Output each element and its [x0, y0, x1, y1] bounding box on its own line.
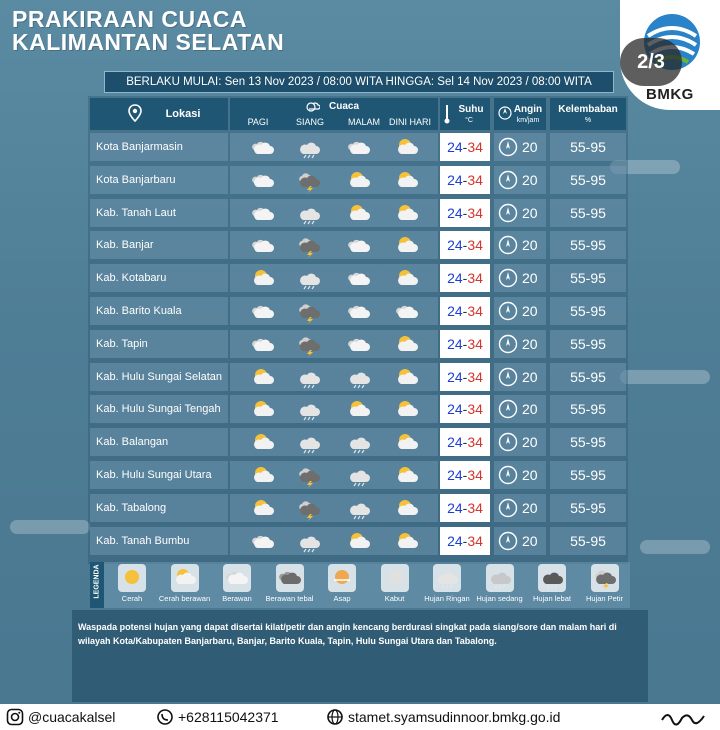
wind-speed: 20: [522, 368, 538, 385]
row-weather: [230, 428, 438, 456]
temp-max: 34: [467, 401, 483, 418]
row-humidity: 55-95: [550, 461, 626, 489]
cerah-berawan-icon: [252, 366, 274, 388]
hujan-petir-icon: [298, 464, 320, 486]
compass-icon: [498, 268, 518, 293]
wind-speed: 20: [522, 171, 538, 188]
row-temperature: [440, 297, 490, 325]
legend-item: [316, 564, 368, 603]
row-location: Kab. Barito Kuala: [90, 297, 228, 325]
cerah-berawan-icon: [396, 333, 418, 355]
berawan-icon: [348, 300, 370, 322]
table-row: [90, 330, 626, 358]
cerah-berawan-icon: [348, 202, 370, 224]
table-row: [90, 166, 626, 194]
whatsapp-icon: [156, 708, 174, 726]
wind-speed: 20: [522, 467, 538, 483]
temp-separator: -: [462, 139, 468, 155]
website-url: stamet.syamsudinnoor.bmkg.go.id: [348, 709, 561, 725]
cerah-icon: [118, 564, 146, 592]
table-row: [90, 494, 626, 522]
footer-instagram[interactable]: [6, 704, 115, 730]
globe-icon: [326, 708, 344, 726]
wind-speed: 20: [522, 499, 538, 516]
legend-tag: [90, 562, 104, 608]
wind-speed: 20: [522, 303, 538, 319]
hujan-petir-icon: [591, 564, 619, 592]
row-temperature: [440, 395, 490, 423]
table-row: [90, 527, 626, 555]
compass-icon: [498, 235, 518, 260]
row-temperature: [440, 363, 490, 391]
cerah-berawan-icon: [396, 234, 418, 256]
header-suhu: [440, 98, 490, 130]
row-wind: [494, 395, 546, 423]
berawan-icon: [252, 169, 274, 191]
temp-separator: -: [462, 434, 468, 451]
row-weather: [230, 395, 438, 423]
row-humidity: 55-95: [550, 199, 626, 227]
cerah-berawan-icon: [348, 169, 370, 191]
berawan-icon: [252, 136, 274, 158]
row-wind: [494, 330, 546, 358]
cerah-berawan-icon: [348, 398, 370, 420]
berawan-icon: [252, 300, 274, 322]
hujan-ringan-icon: [298, 431, 320, 453]
row-humidity: 55-95: [550, 395, 626, 423]
row-weather: [230, 494, 438, 522]
row-location: Kab. Tapin: [90, 330, 228, 358]
header-kelembaban-label: Kelembaban: [558, 104, 618, 115]
row-weather: [230, 297, 438, 325]
wind-speed: 20: [522, 434, 538, 451]
header-lokasi-label: Lokasi: [165, 108, 201, 120]
temp-max: 34: [467, 270, 483, 287]
table-row: [90, 199, 626, 227]
cerah-berawan-icon: [396, 366, 418, 388]
row-location: Kota Banjarmasin: [90, 133, 228, 161]
legend-label: Hujan Ringan: [424, 594, 470, 603]
temp-max: 34: [467, 303, 483, 319]
legend-item: [211, 564, 263, 603]
temp-separator: -: [462, 237, 468, 254]
legend-item: [579, 564, 631, 603]
cerah-berawan-icon: [252, 431, 274, 453]
compass-icon: [498, 137, 518, 162]
legend-item: [526, 564, 578, 603]
wind-speed: 20: [522, 139, 538, 155]
header-kelembaban: [550, 98, 626, 130]
compass-icon: [498, 334, 518, 359]
legend-label: Cerah: [121, 594, 143, 603]
temp-max: 34: [467, 434, 483, 451]
cerah-berawan-icon: [396, 169, 418, 191]
temp-min: 24: [447, 270, 463, 287]
temp-max: 34: [467, 368, 483, 385]
temp-separator: -: [462, 532, 468, 549]
row-weather: [230, 133, 438, 161]
cerah-berawan-icon: [396, 431, 418, 453]
row-weather: [230, 199, 438, 227]
hujan-ringan-icon: [348, 431, 370, 453]
temp-max: 34: [467, 237, 483, 254]
cerah-berawan-icon: [396, 398, 418, 420]
legend-item: [474, 564, 526, 603]
row-weather: [230, 363, 438, 391]
row-temperature: [440, 461, 490, 489]
hujan-petir-icon: [298, 333, 320, 355]
footer-website[interactable]: [326, 704, 560, 730]
validity-banner: BERLAKU MULAI: Sen 13 Nov 2023 / 08:00 WITA HINGGA: Sel 14 Nov 2023 / 08:00 WITA: [104, 71, 614, 93]
berawan-icon: [348, 234, 370, 256]
legend: [90, 562, 630, 608]
temp-separator: -: [462, 467, 468, 483]
header-dini-hari: DINI HARI: [388, 117, 431, 127]
hujan-ringan-icon: [298, 398, 320, 420]
row-temperature: [440, 133, 490, 161]
legend-item: [369, 564, 421, 603]
hujan-ringan-icon: [298, 202, 320, 224]
wind-speed: 20: [522, 401, 538, 418]
temp-separator: -: [462, 499, 468, 516]
temp-min: 24: [447, 467, 463, 483]
row-humidity: 55-95: [550, 166, 626, 194]
legend-item: [106, 564, 158, 603]
row-temperature: [440, 231, 490, 259]
row-temperature: [440, 494, 490, 522]
instagram-icon: [6, 708, 24, 726]
cerah-berawan-icon: [396, 202, 418, 224]
row-humidity: 55-95: [550, 297, 626, 325]
cerah-berawan-icon: [252, 464, 274, 486]
row-location: Kab. Kotabaru: [90, 264, 228, 292]
temp-separator: -: [462, 401, 468, 418]
hujan-petir-icon: [298, 234, 320, 256]
legend-label: Asap: [333, 594, 351, 603]
row-location: Kab. Banjar: [90, 231, 228, 259]
temp-separator: -: [462, 204, 468, 221]
hujan-ringan-icon: [298, 136, 320, 158]
berawan-icon: [396, 300, 418, 322]
berawan-icon: [252, 530, 274, 552]
row-location: Kab. Tanah Bumbu: [90, 527, 228, 555]
table-row: [90, 395, 626, 423]
berawan-icon: [252, 202, 274, 224]
berawan-icon: [348, 333, 370, 355]
hujan-ringan-icon: [348, 464, 370, 486]
header-angin-unit: km/jam: [516, 117, 540, 124]
legend-label: Hujan sedang: [476, 594, 523, 603]
temp-separator: -: [462, 171, 468, 188]
row-temperature: [440, 428, 490, 456]
temp-max: 34: [467, 171, 483, 188]
kabut-icon: [381, 564, 409, 592]
compass-icon: [498, 531, 518, 556]
berawan-tebal-icon: [276, 564, 304, 592]
whatsapp-number: +628115042371: [178, 709, 279, 725]
decorative-cloud: [10, 520, 90, 534]
row-weather: [230, 231, 438, 259]
header-cuaca-label: Cuaca: [328, 101, 359, 112]
row-weather: [230, 461, 438, 489]
header-malam: MALAM: [347, 117, 380, 127]
temp-min: 24: [447, 237, 463, 254]
asap-icon: [328, 564, 356, 592]
berawan-icon: [252, 333, 274, 355]
temp-min: 24: [447, 303, 463, 319]
row-weather: [230, 527, 438, 555]
row-wind: [494, 461, 546, 489]
row-humidity: 55-95: [550, 133, 626, 161]
hujan-ringan-icon: [298, 530, 320, 552]
temp-max: 34: [467, 467, 483, 483]
temp-min: 24: [447, 368, 463, 385]
temp-min: 24: [447, 139, 463, 155]
legend-label: Berawan: [222, 594, 252, 603]
temp-separator: -: [462, 368, 468, 385]
cerah-berawan-icon: [171, 564, 199, 592]
table-row: [90, 363, 626, 391]
temp-min: 24: [447, 171, 463, 188]
hujan-petir-icon: [298, 169, 320, 191]
compass-icon: [498, 432, 518, 457]
legend-tag-label: LEGENDA: [93, 564, 101, 599]
row-location: Kab. Hulu Sungai Selatan: [90, 363, 228, 391]
berawan-icon: [348, 267, 370, 289]
row-location: Kab. Tanah Laut: [90, 199, 228, 227]
cerah-berawan-icon: [252, 267, 274, 289]
row-temperature: [440, 166, 490, 194]
row-weather: [230, 264, 438, 292]
header-cuaca: [230, 98, 438, 130]
legend-label: Hujan Petir: [585, 594, 624, 603]
compass-icon: [498, 399, 518, 424]
footer: [0, 704, 720, 730]
row-humidity: 55-95: [550, 527, 626, 555]
decorative-cloud: [640, 540, 710, 554]
table-row: [90, 428, 626, 456]
row-location: Kab. Balangan: [90, 428, 228, 456]
legend-label: Cerah berawan: [158, 594, 211, 603]
row-wind: [494, 527, 546, 555]
hujan-sedang-icon: [486, 564, 514, 592]
wind-speed: 20: [522, 532, 538, 549]
row-location: Kab. Hulu Sungai Utara: [90, 461, 228, 489]
header-suhu-label: Suhu: [458, 104, 484, 115]
logo-text: BMKG: [646, 86, 694, 103]
compass-icon: [498, 203, 518, 228]
temp-separator: -: [462, 303, 468, 319]
legend-item: [421, 564, 473, 603]
temp-min: 24: [447, 434, 463, 451]
row-wind: [494, 428, 546, 456]
header-angin-label: Angin: [513, 104, 543, 115]
cerah-berawan-icon: [396, 267, 418, 289]
row-location: Kota Banjarbaru: [90, 166, 228, 194]
signature-logo-icon: [660, 708, 710, 726]
cerah-berawan-icon: [396, 464, 418, 486]
wind-speed: 20: [522, 270, 538, 287]
berawan-icon: [223, 564, 251, 592]
title-line-1: PRAKIRAAN CUACA: [12, 6, 247, 32]
table-row: [90, 231, 626, 259]
berawan-icon: [348, 136, 370, 158]
table-row: [90, 461, 626, 489]
header-kelembaban-unit: %: [584, 117, 592, 124]
row-humidity: 55-95: [550, 363, 626, 391]
hujan-ringan-icon: [348, 497, 370, 519]
table-row: [90, 297, 626, 325]
header-pagi: PAGI: [247, 117, 269, 127]
hujan-ringan-icon: [348, 366, 370, 388]
row-temperature: [440, 330, 490, 358]
row-humidity: 55-95: [550, 231, 626, 259]
temp-min: 24: [447, 532, 463, 549]
row-wind: [494, 297, 546, 325]
cerah-berawan-icon: [348, 530, 370, 552]
table-row: [90, 264, 626, 292]
row-humidity: 55-95: [550, 428, 626, 456]
header-angin: [494, 98, 546, 130]
temp-separator: -: [462, 270, 468, 287]
compass-icon: [498, 170, 518, 195]
legend-item: [159, 564, 211, 603]
temp-max: 34: [467, 139, 483, 155]
row-location: Kab. Hulu Sungai Tengah: [90, 395, 228, 423]
row-weather: [230, 166, 438, 194]
temp-max: 34: [467, 335, 483, 352]
hujan-ringan-icon: [433, 564, 461, 592]
row-temperature: [440, 199, 490, 227]
temp-separator: -: [462, 335, 468, 352]
wind-speed: 20: [522, 335, 538, 352]
compass-icon: [498, 301, 518, 326]
cerah-berawan-icon: [396, 530, 418, 552]
temp-min: 24: [447, 499, 463, 516]
legend-label: Kabut: [384, 594, 405, 603]
row-humidity: 55-95: [550, 330, 626, 358]
row-wind: [494, 199, 546, 227]
hujan-ringan-icon: [298, 366, 320, 388]
cerah-berawan-icon: [396, 136, 418, 158]
temp-min: 24: [447, 335, 463, 352]
warning-text: Waspada potensi hujan yang dapat disertai kilat/petir dan angin kencang berdurasi singkat pada siang/sore dan malam hari di wilayah Kota/Kabupaten Banjarbaru, Banjar, Barito Kuala, Tapin, Hulu Sungai Utara dan Tabalong.: [72, 610, 648, 702]
temp-max: 34: [467, 532, 483, 549]
cerah-berawan-icon: [396, 497, 418, 519]
row-wind: [494, 264, 546, 292]
row-wind: [494, 231, 546, 259]
temp-min: 24: [447, 204, 463, 221]
cerah-berawan-icon: [252, 497, 274, 519]
row-humidity: 55-95: [550, 494, 626, 522]
hujan-lebat-icon: [538, 564, 566, 592]
page-indicator-badge[interactable]: 2/3: [620, 38, 682, 86]
footer-whatsapp[interactable]: [156, 704, 279, 730]
temp-max: 34: [467, 499, 483, 516]
compass-icon: [498, 498, 518, 523]
hujan-petir-icon: [298, 497, 320, 519]
table-row: [90, 133, 626, 161]
row-humidity: 55-95: [550, 264, 626, 292]
legend-label: Hujan lebat: [533, 594, 571, 603]
page-title: [12, 8, 392, 54]
row-wind: [494, 133, 546, 161]
legend-label: Berawan tebal: [265, 594, 314, 603]
row-wind: [494, 494, 546, 522]
row-temperature: [440, 527, 490, 555]
wind-speed: 20: [522, 237, 538, 254]
row-wind: [494, 166, 546, 194]
compass-icon: [498, 367, 518, 392]
header-suhu-unit: °C: [465, 117, 473, 124]
hujan-petir-icon: [298, 300, 320, 322]
row-wind: [494, 363, 546, 391]
compass-icon: [498, 465, 518, 490]
instagram-handle: @cuacakalsel: [28, 709, 116, 725]
decorative-cloud: [620, 370, 710, 384]
legend-item: [264, 564, 316, 603]
temp-max: 34: [467, 204, 483, 221]
row-location: Kab. Tabalong: [90, 494, 228, 522]
row-temperature: [440, 264, 490, 292]
cerah-berawan-icon: [252, 398, 274, 420]
title-line-2: KALIMANTAN SELATAN: [12, 29, 285, 55]
header-siang: SIANG: [295, 117, 324, 127]
berawan-icon: [252, 234, 274, 256]
hujan-ringan-icon: [298, 267, 320, 289]
row-weather: [230, 330, 438, 358]
temp-min: 24: [447, 401, 463, 418]
wind-speed: 20: [522, 204, 538, 221]
